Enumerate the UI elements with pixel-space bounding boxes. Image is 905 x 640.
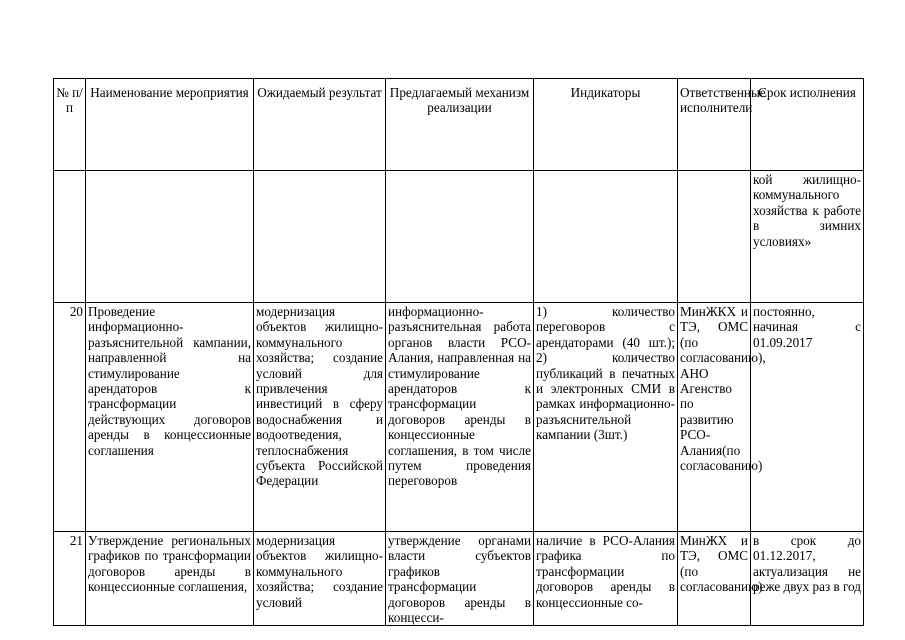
row-indicators-text: наличие в РСО-Алания графика по трансформации договоров аренды в концессионные со- xyxy=(536,533,675,610)
row-mechanism xyxy=(386,171,534,303)
row-result-text: модернизация объектов жилищно-коммунального хозяйства; создание условий xyxy=(256,533,383,610)
action-plan-table xyxy=(53,78,864,626)
row-result xyxy=(254,171,386,303)
header-indicators: Индикаторы xyxy=(534,79,678,171)
header-deadline: Срок исполнения xyxy=(751,79,864,171)
table-row xyxy=(54,303,864,532)
table-row xyxy=(54,171,864,303)
header-responsible: Ответственные исполнители xyxy=(678,79,751,171)
table-row xyxy=(54,532,864,626)
row-name-text: Утверждение региональных графиков по трансформации договоров аренды в концессионные соглашения, xyxy=(88,533,251,595)
row-name xyxy=(86,532,254,626)
row-indicators xyxy=(534,532,678,626)
row-name xyxy=(86,171,254,303)
row-mechanism-text: утверждение органами власти субъектов графиков трансформации договоров аренды в концесси- xyxy=(388,533,531,626)
row-indicators xyxy=(534,171,678,303)
row-result xyxy=(254,532,386,626)
row-deadline-text: в срок до 01.12.2017, актуализация не реже двух раз в год xyxy=(753,533,861,595)
row-deadline: постоянно, начиная с 01.09.2017 xyxy=(751,303,864,532)
row-deadline: кой жилищно-коммунального хозяйства к работе в зимних условиях» xyxy=(751,171,864,303)
row-num xyxy=(54,532,86,626)
row-mechanism xyxy=(386,532,534,626)
row-responsible xyxy=(678,171,751,303)
header-result: Ожидаемый результат xyxy=(254,79,386,171)
header-num: № п/п xyxy=(54,79,86,171)
row-num xyxy=(54,171,86,303)
row-responsible-text: МинЖХ и ТЭ, ОМС (по согласованию) xyxy=(680,533,763,595)
row-responsible xyxy=(678,532,763,626)
row-responsible: МинЖКХ и ТЭ, ОМС (по согласованию), АНО Агенство по развитию РСО-Алания(по согласованию) xyxy=(678,303,751,532)
row-deadline xyxy=(751,532,864,626)
row-result: модернизация объектов жилищно-коммунального хозяйства; создание условий для привлечения инвестиций в сферу водоснабжения и водоотведения, теплоснабжения субъекта Российской Федерации xyxy=(254,303,386,532)
row-num: 20 xyxy=(54,303,86,532)
row-name: Проведение информационно-разъяснительной кампании, направленной на стимулирование арендаторов к трансформации действующих договоров аренды в концессионные соглашения xyxy=(86,303,254,532)
table-header-row xyxy=(54,79,864,171)
header-mechanism: Предлагаемый механизм реализации xyxy=(386,79,534,171)
row-num-text: 21 xyxy=(69,533,83,548)
row-indicators: 1) количество переговоров с арендаторами (40 шт.); 2) количество публикаций в печатных и электронных СМИ в рамках информационно-разъяснительной кампании (3шт.) xyxy=(534,303,678,532)
header-name: Наименование мероприятия xyxy=(86,79,254,171)
row-mechanism: информационно-разъяснительная работа органов власти РСО-Алания, направленная на стимулирование арендаторов к трансформации договоров аренды в концессионные соглашения, в том числе путем проведения переговоров xyxy=(386,303,534,532)
